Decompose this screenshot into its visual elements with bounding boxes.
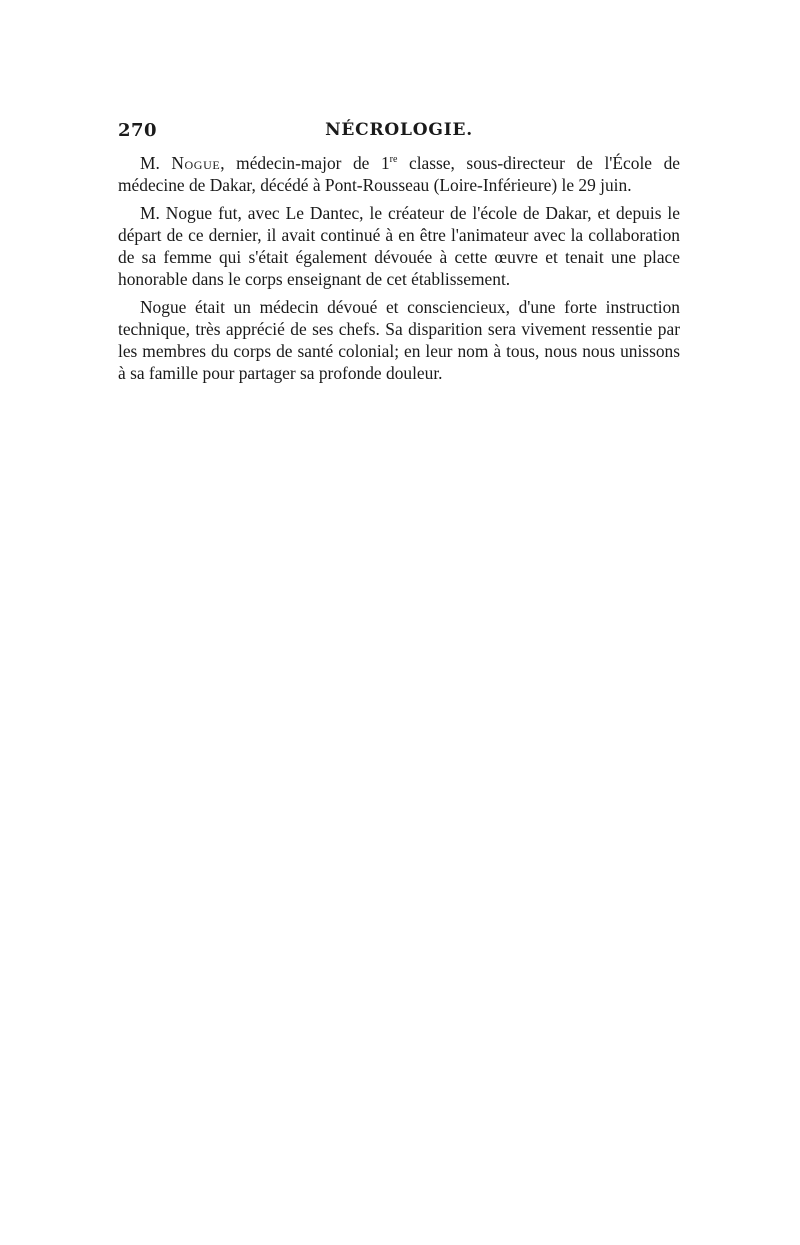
deceased-name: Nogue — [171, 153, 221, 173]
body-text — [118, 152, 680, 390]
obituary-paragraph-2: M. Nogue fut, avec Le Dantec, le créateur de l'école de Dakar, et depuis le départ de ce dernier, il avait continué à en être l'animateur avec la collaboration de sa femme qui s'était également dévouée à cette œuvre et tenait une place honorable dans le corps enseignant de cet établissement. — [118, 203, 680, 289]
intro-mid: , médecin-major de 1 — [220, 153, 390, 173]
page-header — [118, 120, 680, 144]
page-number: 270 — [118, 120, 158, 141]
obituary-intro-paragraph — [118, 152, 680, 196]
running-title: NÉCROLOGIE. — [325, 120, 473, 140]
intro-prefix: M. — [140, 153, 172, 173]
intro-rest: classe, sous-directeur de l'École de médecine de Dakar, décédé à Pont-Rousseau (Loire-Inférieure) le 29 juin. — [118, 153, 680, 195]
ordinal-superscript: re — [389, 154, 398, 166]
obituary-paragraph-3: Nogue était un médecin dévoué et consciencieux, d'une forte instruction technique, très apprécié de ses chefs. Sa disparition sera vivement ressentie par les membres du corps de santé colonial; en leur nom à tous, nous nous unissons à sa famille pour partager sa profonde douleur. — [118, 297, 680, 383]
